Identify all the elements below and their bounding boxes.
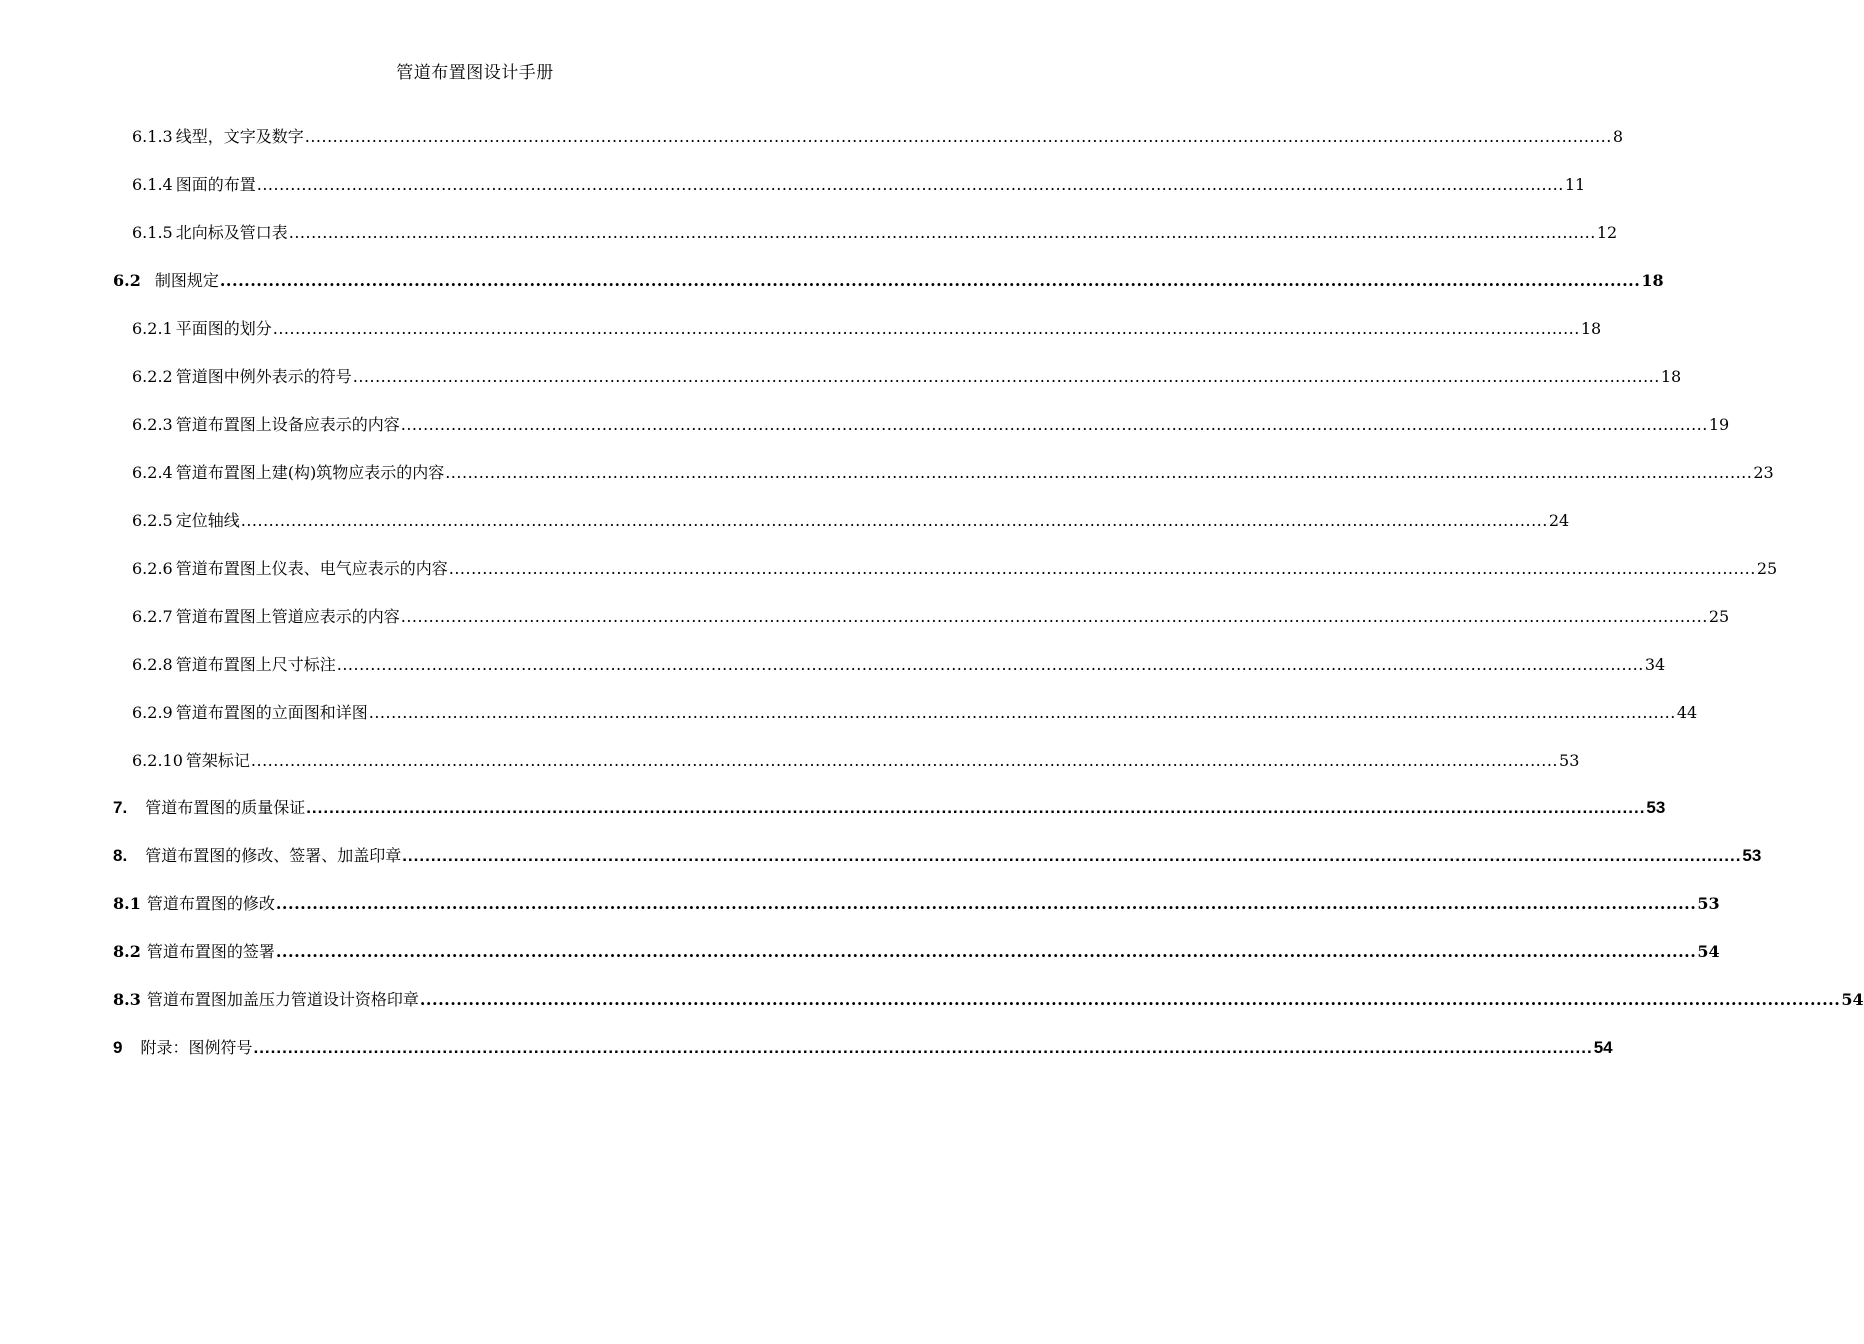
toc-number: 6.2.9: [132, 703, 173, 722]
toc-number: 8.1: [113, 894, 141, 913]
toc-page-number: 54: [1593, 1038, 1613, 1057]
toc-title: 管道布置图上尺寸标注: [175, 655, 336, 674]
toc-title: 图面的布置: [175, 175, 256, 194]
toc-page-number: 24: [1548, 511, 1570, 530]
toc-leader-dots: ..........................................................................................................................................................................................................................................: [400, 415, 1708, 434]
toc-leader-dots: ..........................................................................................................................................................................................................................................: [352, 367, 1660, 386]
toc-leader-dots: ..........................................................................................................................................................................................................................................: [256, 175, 1564, 194]
toc-entry-6-2-8[interactable]: [132, 652, 1666, 676]
toc-number: 6.2.7: [132, 607, 173, 626]
toc-title: 制图规定: [154, 271, 219, 290]
toc-page-number: 23: [1753, 463, 1774, 482]
toc-page-number: 53: [1559, 751, 1580, 770]
toc-number: 6.2.10: [132, 751, 183, 770]
toc-entry-8[interactable]: [113, 843, 1762, 867]
toc-leader-dots: ..........................................................................................................................................................................................................................................: [400, 607, 1708, 626]
toc-number: 8.2: [113, 942, 141, 961]
toc-number: 6.1.5: [132, 223, 173, 242]
toc-entry-6-2-5[interactable]: [132, 508, 1570, 532]
toc-number: 9: [113, 1038, 123, 1057]
toc-entry-6-1-5[interactable]: [132, 220, 1618, 244]
toc-title: 管道布置图的立面图和详图: [175, 703, 368, 722]
toc-page-number: 53: [1646, 798, 1666, 817]
toc-title: 管道布置图的修改: [146, 894, 275, 913]
toc-title: 管道布置图的签署: [146, 942, 275, 961]
toc-leader-dots: ..........................................................................................................................................................................................................................................: [275, 942, 1697, 961]
toc-leader-dots: ..........................................................................................................................................................................................................................................: [304, 127, 1612, 146]
toc-leader-dots: ..........................................................................................................................................................................................................................................: [402, 846, 1742, 865]
toc-entry-6-2-4[interactable]: [132, 460, 1774, 484]
toc-number: 6.2: [113, 271, 141, 290]
toc-page-number: 44: [1676, 703, 1698, 722]
toc-leader-dots: ..........................................................................................................................................................................................................................................: [219, 271, 1641, 290]
toc-page-number: 54: [1841, 990, 1864, 1009]
toc-leader-dots: ..........................................................................................................................................................................................................................................: [368, 703, 1676, 722]
toc-entry-6-2-6[interactable]: [132, 556, 1778, 580]
toc-leader-dots: ..........................................................................................................................................................................................................................................: [288, 223, 1596, 242]
toc-number: 7.: [113, 798, 128, 817]
toc-entry-6-2[interactable]: [113, 268, 1664, 292]
toc-leader-dots: ..........................................................................................................................................................................................................................................: [250, 751, 1559, 770]
toc-title: 北向标及管口表: [175, 223, 288, 242]
toc-entry-6-2-1[interactable]: [132, 316, 1602, 340]
toc-title: 管道布置图上设备应表示的内容: [175, 415, 400, 434]
toc-page-number: 25: [1708, 607, 1730, 626]
toc-title: 管道图中例外表示的符号: [175, 367, 352, 386]
toc-number: 6.1.3: [132, 127, 173, 146]
toc-number: 6.2.3: [132, 415, 173, 434]
toc-page-number: 8: [1612, 127, 1624, 146]
toc-leader-dots: ..........................................................................................................................................................................................................................................: [240, 511, 1548, 530]
toc-leader-dots: ..........................................................................................................................................................................................................................................: [306, 798, 1646, 817]
toc-page-number: 12: [1596, 223, 1618, 242]
toc-title: 管道布置图的质量保证: [145, 798, 306, 817]
toc-leader-dots: ..........................................................................................................................................................................................................................................: [336, 655, 1644, 674]
toc-entry-6-1-3[interactable]: [132, 124, 1624, 148]
toc-number: 6.2.4: [132, 463, 173, 482]
toc-page-number: 25: [1756, 559, 1778, 578]
toc-page-number: 18: [1580, 319, 1602, 338]
toc-number: 8.: [113, 846, 128, 865]
toc-page-number: 54: [1697, 942, 1720, 961]
toc-title: 管道布置图上仪表、电气应表示的内容: [175, 559, 448, 578]
toc-page-number: 18: [1660, 367, 1682, 386]
toc-page-number: 18: [1641, 271, 1664, 290]
toc-title: 管道布置图上管道应表示的内容: [175, 607, 400, 626]
toc-entry-8-3[interactable]: [113, 987, 1864, 1011]
toc-entry-9[interactable]: [113, 1035, 1613, 1059]
toc-leader-dots: ..........................................................................................................................................................................................................................................: [445, 463, 1753, 482]
toc-title: 管道布置图加盖压力管道设计资格印章: [146, 990, 419, 1009]
toc-title: 定位轴线: [175, 511, 240, 530]
toc-entry-6-1-4[interactable]: [132, 172, 1586, 196]
toc-leader-dots: ..........................................................................................................................................................................................................................................: [448, 559, 1756, 578]
toc-title: 平面图的划分: [175, 319, 272, 338]
toc-number: 6.1.4: [132, 175, 173, 194]
toc-entry-7[interactable]: [113, 795, 1666, 819]
toc-title: 附录：图例符号: [140, 1038, 253, 1057]
toc-entry-8-1[interactable]: [113, 891, 1720, 915]
toc-title: 管道布置图上建(构)筑物应表示的内容: [175, 463, 445, 482]
toc-page-number: 11: [1564, 175, 1586, 194]
toc-entry-8-2[interactable]: [113, 939, 1720, 963]
toc-title: 线型，文字及数字: [175, 127, 304, 146]
toc-leader-dots: ..........................................................................................................................................................................................................................................: [419, 990, 1841, 1009]
toc-page-number: 19: [1708, 415, 1730, 434]
toc-leader-dots: ..........................................................................................................................................................................................................................................: [275, 894, 1697, 913]
toc-entry-6-2-3[interactable]: [132, 412, 1730, 436]
toc-entry-6-2-7[interactable]: [132, 604, 1730, 628]
toc-leader-dots: ..........................................................................................................................................................................................................................................: [253, 1038, 1593, 1057]
toc-leader-dots: ..........................................................................................................................................................................................................................................: [272, 319, 1580, 338]
page-header-title: 管道布置图设计手册: [396, 63, 554, 83]
toc-number: 6.2.2: [132, 367, 173, 386]
toc-entry-6-2-2[interactable]: [132, 364, 1682, 388]
toc-number: 6.2.1: [132, 319, 173, 338]
toc-page-number: 53: [1742, 846, 1762, 865]
toc-number: 6.2.6: [132, 559, 173, 578]
toc-number: 6.2.8: [132, 655, 173, 674]
toc-title: 管架标记: [185, 751, 250, 770]
toc-page-number: 53: [1697, 894, 1720, 913]
toc-page-number: 34: [1644, 655, 1666, 674]
toc-number: 8.3: [113, 990, 141, 1009]
toc-number: 6.2.5: [132, 511, 173, 530]
toc-title: 管道布置图的修改、签署、加盖印章: [145, 846, 402, 865]
toc-entry-6-2-10[interactable]: [132, 748, 1580, 772]
toc-entry-6-2-9[interactable]: [132, 700, 1698, 724]
